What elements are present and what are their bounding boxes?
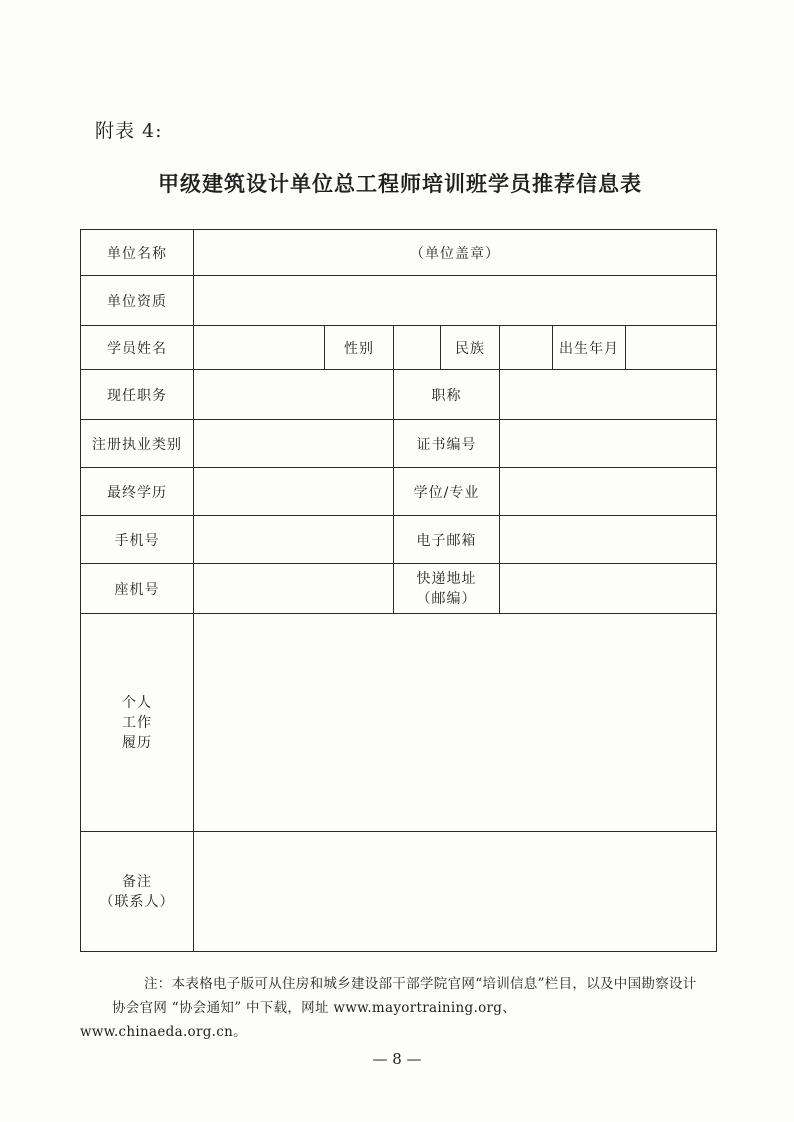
position-label: 现任职务 xyxy=(81,370,194,420)
remarks-label-line2: （联系人） xyxy=(99,893,175,910)
page-number: — 8 — xyxy=(372,1050,422,1068)
row-position xyxy=(81,370,717,420)
name-field[interactable] xyxy=(194,326,325,370)
education-field[interactable] xyxy=(194,468,394,516)
row-unit-name xyxy=(81,230,717,276)
address-label-line1: 快递地址 xyxy=(416,570,477,587)
row-mobile xyxy=(81,516,717,564)
unit-name-field[interactable]: （单位盖章） xyxy=(194,230,717,276)
address-label xyxy=(394,564,500,614)
remarks-label xyxy=(81,832,194,952)
email-label: 电子邮箱 xyxy=(394,516,500,564)
footer-note-url: www.chinaeda.org.cn。 xyxy=(80,1024,247,1040)
certificate-field[interactable] xyxy=(500,420,717,468)
landline-label: 座机号 xyxy=(81,564,194,614)
address-label-line2: （邮编） xyxy=(416,590,477,607)
registration-label: 注册执业类别 xyxy=(81,420,194,468)
mobile-label: 手机号 xyxy=(81,516,194,564)
recommendation-form-table xyxy=(80,229,717,952)
row-qualification xyxy=(81,276,717,326)
row-education xyxy=(81,468,717,516)
row-student xyxy=(81,326,717,370)
name-label: 学员姓名 xyxy=(81,326,194,370)
resume-label-line2: 工作 xyxy=(122,714,152,731)
ethnicity-label: 民族 xyxy=(441,326,500,370)
remarks-label-line1: 备注 xyxy=(122,873,152,890)
row-remarks xyxy=(81,832,717,952)
resume-label xyxy=(81,614,194,832)
row-resume xyxy=(81,614,717,832)
form-title: 甲级建筑设计单位总工程师培训班学员推荐信息表 xyxy=(158,172,642,196)
address-field[interactable] xyxy=(500,564,717,614)
row-registration xyxy=(81,420,717,468)
footer-note-main: 注：本表格电子版可从住房和城乡建设部干部学院官网“培训信息”栏目，以及中国勘察设计协会官网 “协会通知” 中下载，网址 www.mayortraining.org、 xyxy=(112,976,697,1016)
position-field[interactable] xyxy=(194,370,394,420)
mobile-field[interactable] xyxy=(194,516,394,564)
resume-field[interactable] xyxy=(194,614,717,832)
row-landline xyxy=(81,564,717,614)
birth-label: 出生年月 xyxy=(553,326,626,370)
attachment-label: 附表 4: xyxy=(95,120,163,142)
footer-note xyxy=(80,972,698,1044)
registration-field[interactable] xyxy=(194,420,394,468)
degree-label: 学位/专业 xyxy=(394,468,500,516)
unit-name-label: 单位名称 xyxy=(81,230,194,276)
ethnicity-field[interactable] xyxy=(500,326,553,370)
gender-field[interactable] xyxy=(394,326,441,370)
certificate-label: 证书编号 xyxy=(394,420,500,468)
landline-field[interactable] xyxy=(194,564,394,614)
education-label: 最终学历 xyxy=(81,468,194,516)
title-field[interactable] xyxy=(500,370,717,420)
resume-label-line3: 履历 xyxy=(122,734,152,751)
resume-label-line1: 个人 xyxy=(122,694,152,711)
qualification-label: 单位资质 xyxy=(81,276,194,326)
title-label: 职称 xyxy=(394,370,500,420)
gender-label: 性别 xyxy=(325,326,394,370)
remarks-field[interactable] xyxy=(194,832,717,952)
birth-field[interactable] xyxy=(626,326,717,370)
qualification-field[interactable] xyxy=(194,276,717,326)
degree-field[interactable] xyxy=(500,468,717,516)
email-field[interactable] xyxy=(500,516,717,564)
